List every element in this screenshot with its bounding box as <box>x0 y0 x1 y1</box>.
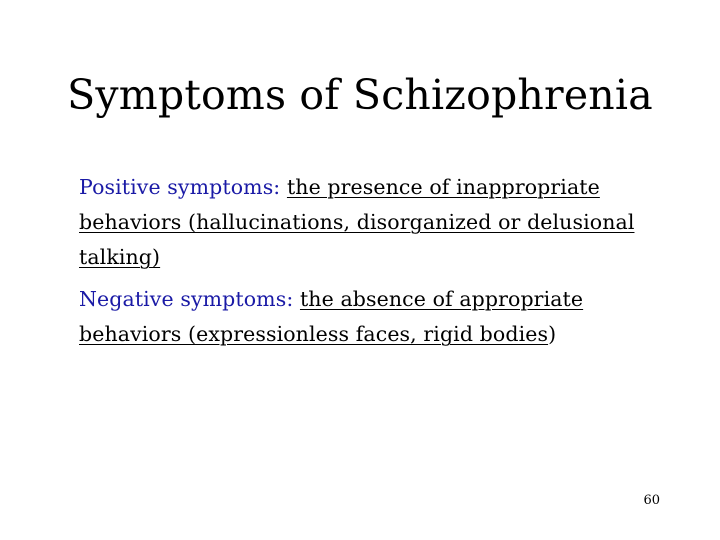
page-number: 60 <box>643 493 660 508</box>
bullet-term: Negative symptoms: <box>79 287 300 311</box>
bullet-trailing: ) <box>548 322 557 346</box>
slide-title: Symptoms of Schizophrenia <box>67 71 653 119</box>
bullet-negative-symptoms <box>79 282 669 352</box>
bullet-positive-symptoms <box>79 170 669 275</box>
bullet-definition: the presence of inappropriate behaviors (hallucinations, disorganized or delusional talking) <box>79 175 635 269</box>
bullet-term: Positive symptoms: <box>79 175 287 199</box>
bullet-definition: the absence of appropriate behaviors (expressionless faces, rigid bodies <box>79 287 584 346</box>
